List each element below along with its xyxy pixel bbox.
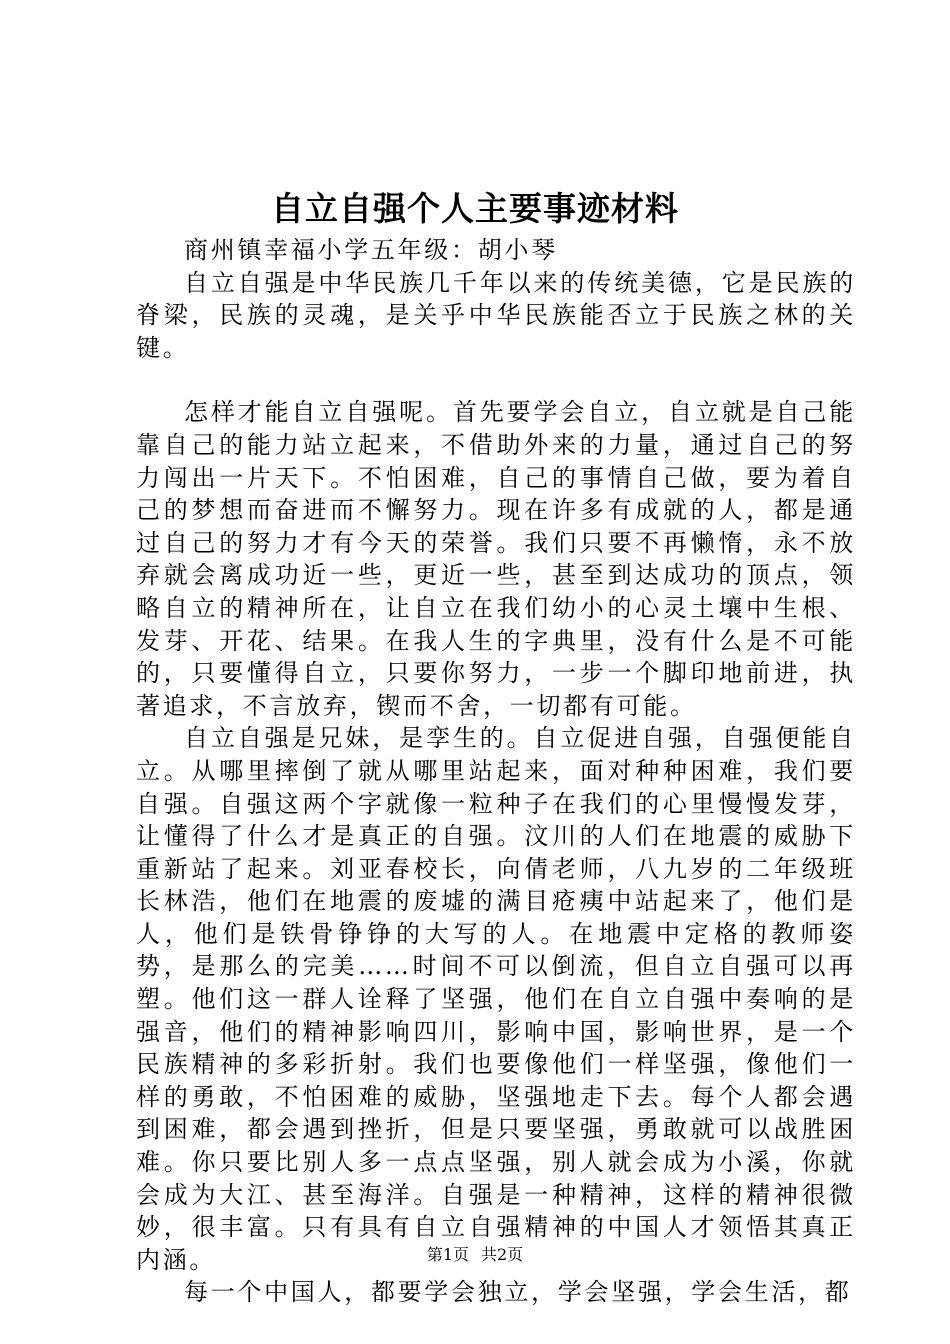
paragraph-2: 怎样才能自立自强呢。首先要学会自立，自立就是自己能靠自己的能力站立起来，不借助外来的力量，通过自己的努力闯出一片天下。不怕困难，自己的事情自己做，要为着自己的梦想而奋进而不懈努力。现在许多有成就的人，都是通过自己的努力才有今天的荣誉。我们只要不再懒惰，永不放弃就会离成功近一些，更近一些，甚至到达成功的顶点，领略自立的精神所在，让自立在我们幼小的心灵土壤中生根、发芽、开花、结果。在我人生的字典里，没有什么是不可能的，只要懂得自立，只要你努力，一步一个脚印地前进，执著追求，不言放弃，锲而不舍，一切都有可能。 (136, 398, 856, 720)
paragraph-1: 自立自强是中华民族几千年以来的传统美德，它是民族的脊梁，民族的灵魂，是关乎中华民族能否立于民族之林的关键。 (136, 268, 856, 362)
byline: 商州镇幸福小学五年级：胡小琴 (184, 236, 558, 264)
document-body (136, 234, 856, 1309)
paragraph-4: 每一个中国人，都要学会独立，学会坚强，学会生活，都 (184, 1278, 852, 1307)
paragraph-3: 自立自强是兄妹，是孪生的。自立促进自强，自强便能自立。从哪里摔倒了就从哪里站起来，面对种种困难，我们要自强。自强这两个字就像一粒种子在我们的心里慢慢发芽，让懂得了什么才是真正的自强。汶川的人们在地震的威胁下重新站了起来。刘亚春校长，向倩老师，八九岁的二年级班长林浩，他们在地震的废墟的满目疮痍中站起来了，他们是人，他们是铁骨铮铮的大写的人。在地震中定格的教师姿势，是那么的完美……时间不可以倒流，但自立自强可以再塑。他们这一群人诠释了坚强，他们在自立自强中奏响的是强音，他们的精神影响四川，影响中国，影响世界，是一个民族精神的多彩折射。我们也要像他们一样坚强，像他们一样的勇敢，不怕困难的威胁，坚强地走下去。每个人都会遇到困难，都会遇到挫折，但是只要坚强，勇敢就可以战胜困难。你只要比别人多一点点坚强，别人就会成为小溪，你就会成为大江、甚至海洋。自强是一种精神，这样的精神很微妙，很丰富。只有具有自立自强精神的中国人才领悟其真正内涵。 (136, 724, 856, 1274)
page-footer (0, 1244, 950, 1266)
document-title: 自立自强个人主要事迹材料 (271, 189, 679, 228)
page-number: 第1页 (426, 1245, 469, 1264)
page-total: 共2页 (481, 1245, 524, 1264)
